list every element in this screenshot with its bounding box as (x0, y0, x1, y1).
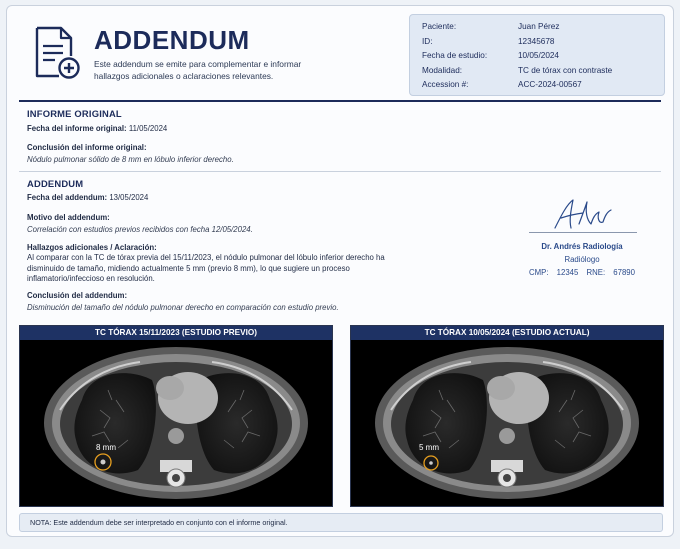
patient-row (410, 49, 664, 64)
ct-current-title: TC TÓRAX 10/05/2024 (ESTUDIO ACTUAL) (351, 326, 663, 340)
addendum-date-label: Fecha del addendum: (27, 193, 108, 202)
patient-info-box (409, 14, 665, 96)
patient-row (410, 20, 664, 35)
addendum-conclusion-text: Disminución del tamaño del nódulo pulmonar derecho en comparación con estudio previo. (27, 303, 339, 312)
original-conclusion-text: Nódulo pulmonar sólido de 8 mm en lóbulo inferior derecho. (27, 155, 234, 164)
reason-text: Correlación con estudios previos recibidos con fecha 12/05/2024. (27, 225, 253, 234)
document-add-icon (33, 26, 81, 80)
patient-row (410, 64, 664, 79)
modality-label: Modalidad: (422, 65, 463, 75)
page-title: ADDENDUM (94, 25, 250, 55)
aorta (499, 428, 515, 444)
original-date-line (27, 123, 167, 134)
ct-scan-image (351, 340, 663, 506)
original-date-label: Fecha del informe original: (27, 124, 127, 133)
modality-value: TC de tórax con contraste (518, 65, 613, 75)
signature-line (529, 232, 637, 233)
addendum-heading: ADDENDUM (27, 178, 84, 189)
ct-image-previous (19, 325, 333, 507)
ct-scan-image (20, 340, 332, 506)
accession-label: Accession #: (422, 80, 469, 90)
ct-image-current (350, 325, 664, 507)
study-date-value: 10/05/2024 (518, 51, 559, 61)
original-conclusion-label: Conclusión del informe original: (27, 143, 147, 152)
header-divider (19, 100, 661, 102)
nodule-measure-label: 5 mm (419, 443, 439, 452)
patient-name-label: Paciente: (422, 22, 457, 31)
addendum-document (6, 5, 674, 537)
patient-row (410, 35, 664, 50)
section-divider (19, 171, 661, 172)
addendum-date-line (27, 192, 148, 203)
original-date-value: 11/05/2024 (128, 124, 168, 133)
study-date-label: Fecha de estudio: (422, 51, 488, 61)
handwritten-signature (527, 194, 637, 234)
signer-role: Radiólogo (564, 255, 600, 264)
ct-previous-title: TC TÓRAX 15/11/2023 (ESTUDIO PREVIO) (20, 326, 332, 340)
addendum-conclusion-label: Conclusión del addendum: (27, 291, 128, 300)
accession-value: ACC-2024-00567 (518, 80, 582, 90)
addendum-date-value: 13/05/2024 (109, 193, 149, 202)
footer-note: NOTA: Este addendum debe ser interpretado en conjunto con el informe original. (19, 513, 663, 532)
aorta (168, 428, 184, 444)
page-subtitle: Este addendum se emite para complementar e informar hallazgos adicionales o aclaraciones relevantes. (94, 59, 302, 81)
patient-name-value: Juan Pérez (518, 22, 560, 31)
findings-label: Hallazgos adicionales / Aclaración: (27, 243, 157, 252)
reason-label: Motivo del addendum: (27, 213, 110, 222)
patient-row (410, 78, 664, 93)
signer-name: Dr. Andrés Radiología (541, 242, 623, 251)
findings-text: Al comparar con la TC de tórax previa del 15/11/2023, el nódulo pulmonar del lóbulo inferior derecho ha disminuido de tamaño, midiendo actualmente 5 mm (previo 8 mm), lo que sugiere un proceso inflamatorio/infeccioso en resolución. (27, 253, 385, 284)
nodule-measure-label: 8 mm (96, 443, 116, 452)
patient-id-value: 12345678 (518, 36, 555, 46)
patient-id-label: ID: (422, 36, 433, 46)
original-report-heading: INFORME ORIGINAL (27, 108, 122, 119)
signer-ids: CMP: 12345 RNE: 67890 (529, 268, 635, 277)
